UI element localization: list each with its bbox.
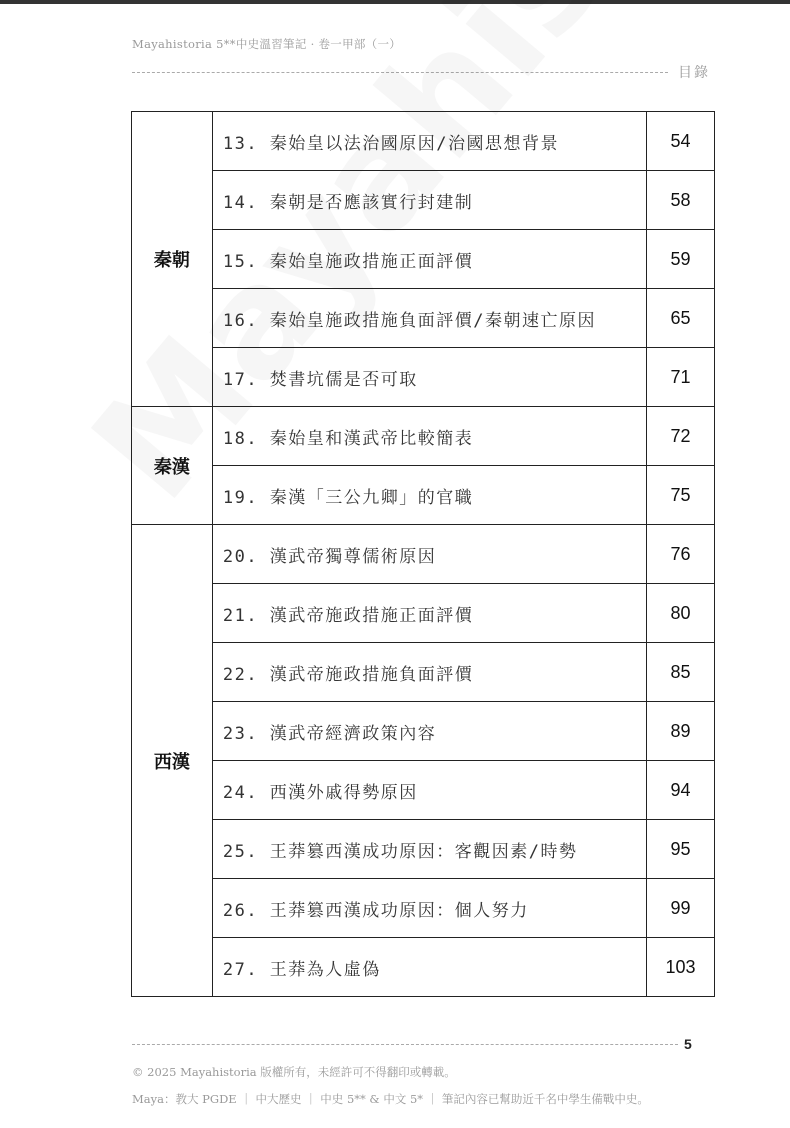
toc-row bbox=[132, 938, 715, 997]
toc-topic: 21. 漢武帝施政措施正面評價 bbox=[212, 584, 646, 643]
toc-topic: 19. 秦漢「三公九卿」的官職 bbox=[212, 466, 646, 525]
toc-page-number: 103 bbox=[647, 938, 715, 997]
toc-page-number: 58 bbox=[647, 171, 715, 230]
table-of-contents bbox=[131, 111, 715, 997]
toc-row bbox=[132, 525, 715, 584]
author-credits: Maya：教大 PGDE ｜ 中大歷史 ｜ 中史 5** & 中文 5* ｜ 筆記內容已幫助近千名中學生備戰中史。 bbox=[132, 1092, 649, 1106]
toc-page-number: 80 bbox=[647, 584, 715, 643]
toc-topic: 18. 秦始皇和漢武帝比較簡表 bbox=[212, 407, 646, 466]
toc-row bbox=[132, 348, 715, 407]
toc-row bbox=[132, 407, 715, 466]
toc-row bbox=[132, 761, 715, 820]
toc-page-number: 99 bbox=[647, 879, 715, 938]
toc-topic: 14. 秦朝是否應該實行封建制 bbox=[212, 171, 646, 230]
copyright-notice: © 2025 Mayahistoria 版權所有，未經許可不得翻印或轉載。 bbox=[132, 1065, 456, 1079]
footer-divider bbox=[132, 1044, 678, 1045]
toc-page-number: 59 bbox=[647, 230, 715, 289]
toc-page-number: 65 bbox=[647, 289, 715, 348]
toc-topic: 24. 西漢外戚得勢原因 bbox=[212, 761, 646, 820]
period-label: 西漢 bbox=[132, 525, 213, 997]
toc-row bbox=[132, 702, 715, 761]
toc-page-number: 89 bbox=[647, 702, 715, 761]
toc-page-number: 72 bbox=[647, 407, 715, 466]
toc-topic: 25. 王莽篡西漢成功原因：客觀因素/時勢 bbox=[212, 820, 646, 879]
toc-page-number: 94 bbox=[647, 761, 715, 820]
header-divider bbox=[132, 72, 668, 73]
toc-row bbox=[132, 112, 715, 171]
page-number: 5 bbox=[684, 1036, 692, 1052]
toc-topic: 23. 漢武帝經濟政策內容 bbox=[212, 702, 646, 761]
toc-row bbox=[132, 584, 715, 643]
toc-row bbox=[132, 879, 715, 938]
toc-page-number: 76 bbox=[647, 525, 715, 584]
toc-topic: 17. 焚書坑儒是否可取 bbox=[212, 348, 646, 407]
top-border bbox=[0, 0, 790, 4]
toc-topic: 15. 秦始皇施政措施正面評價 bbox=[212, 230, 646, 289]
document-header-title: Mayahistoria 5**中史溫習筆記 · 卷一甲部（一） bbox=[132, 37, 402, 51]
toc-row bbox=[132, 289, 715, 348]
toc-page-number: 71 bbox=[647, 348, 715, 407]
toc-row bbox=[132, 643, 715, 702]
toc-topic: 27. 王莽為人虛偽 bbox=[212, 938, 646, 997]
toc-row bbox=[132, 820, 715, 879]
toc-topic: 26. 王莽篡西漢成功原因：個人努力 bbox=[212, 879, 646, 938]
toc-row bbox=[132, 466, 715, 525]
toc-topic: 13. 秦始皇以法治國原因/治國思想背景 bbox=[212, 112, 646, 171]
toc-topic: 22. 漢武帝施政措施負面評價 bbox=[212, 643, 646, 702]
toc-page-number: 75 bbox=[647, 466, 715, 525]
section-label: 目錄 bbox=[678, 65, 710, 81]
period-label: 秦漢 bbox=[132, 407, 213, 525]
toc-row bbox=[132, 230, 715, 289]
period-label: 秦朝 bbox=[132, 112, 213, 407]
toc-page-number: 54 bbox=[647, 112, 715, 171]
toc-topic: 16. 秦始皇施政措施負面評價/秦朝速亡原因 bbox=[212, 289, 646, 348]
toc-row bbox=[132, 171, 715, 230]
toc-topic: 20. 漢武帝獨尊儒術原因 bbox=[212, 525, 646, 584]
toc-page-number: 95 bbox=[647, 820, 715, 879]
toc-page-number: 85 bbox=[647, 643, 715, 702]
